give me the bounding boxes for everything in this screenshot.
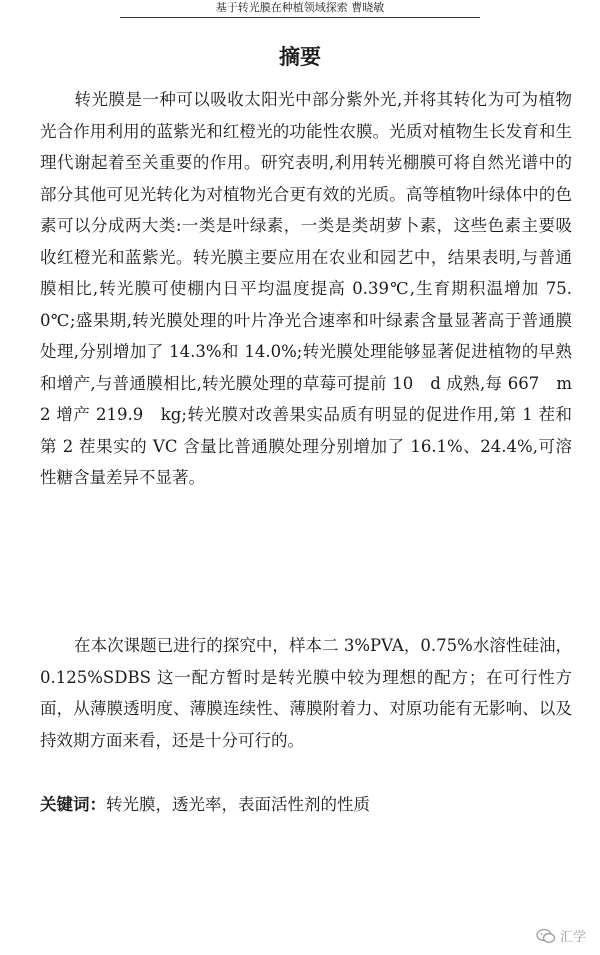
keywords-line xyxy=(40,789,572,820)
watermark xyxy=(536,926,586,945)
header-text: 基于转光膜在种植领域探索 曹晓敏 xyxy=(215,1,385,14)
abstract-paragraph-1 xyxy=(40,84,572,494)
paragraph-text: 转光膜是一种可以吸收太阳光中部分紫外光,并将其转化为可为植物光合作用利用的蓝紫光和红橙光的功能性农膜。光质对植物生长发育和生理代谢起着至关重要的作用。研究表明,利用转光棚膜可将自然光谱中的部分其他可见光转化为对植物光合更有效的光质。高等植物叶绿体中的色素可以分成两大类:一类是叶绿素，一类是类胡萝卜素，这些色素主要吸收红橙光和蓝紫光。转光膜主要应用在农业和园艺中，结果表明,与普通膜相比,转光膜可使棚内日平均温度提高 0.39℃,生育期积温增加 75.0℃;盛果期,转光膜处理的叶片净光合速率和叶绿素含量显著高于普通膜处理,分别增加了 14.3%和 14.0%;转光膜处理能够显著促进植物的早熟和增产,与普通膜相比,转光膜处理的草莓可提前 10 d 成熟,每 667 m2 增产 219.9 kg;转光膜对改善果实品质有明显的促进作用,第 1 茬和第 2 茬果实的 VC 含量比普通膜处理分别增加了 16.1%、24.4%,可溶性糖含量差异不显著。 xyxy=(40,90,572,487)
header-rule xyxy=(120,17,480,18)
abstract-paragraph-2 xyxy=(40,630,572,756)
watermark-text: 汇学 xyxy=(559,930,586,945)
wechat-icon xyxy=(536,928,556,944)
page-title: 摘要 xyxy=(279,45,321,69)
paragraph-text: 在本次课题已进行的探究中，样本二 3%PVA，0.75%水溶性硅油，0.125%SDBS 这一配方暂时是转光膜中较为理想的配方；在可行性方面，从薄膜透明度、薄膜连续性、薄膜附着力、对原功能有无影响、以及持效期方面来看，还是十分可行的。 xyxy=(40,636,572,750)
keywords-label: 关键词： xyxy=(40,795,106,814)
page-header xyxy=(0,0,600,22)
keywords-value: 转光膜，透光率，表面活性剂的性质 xyxy=(106,795,370,814)
